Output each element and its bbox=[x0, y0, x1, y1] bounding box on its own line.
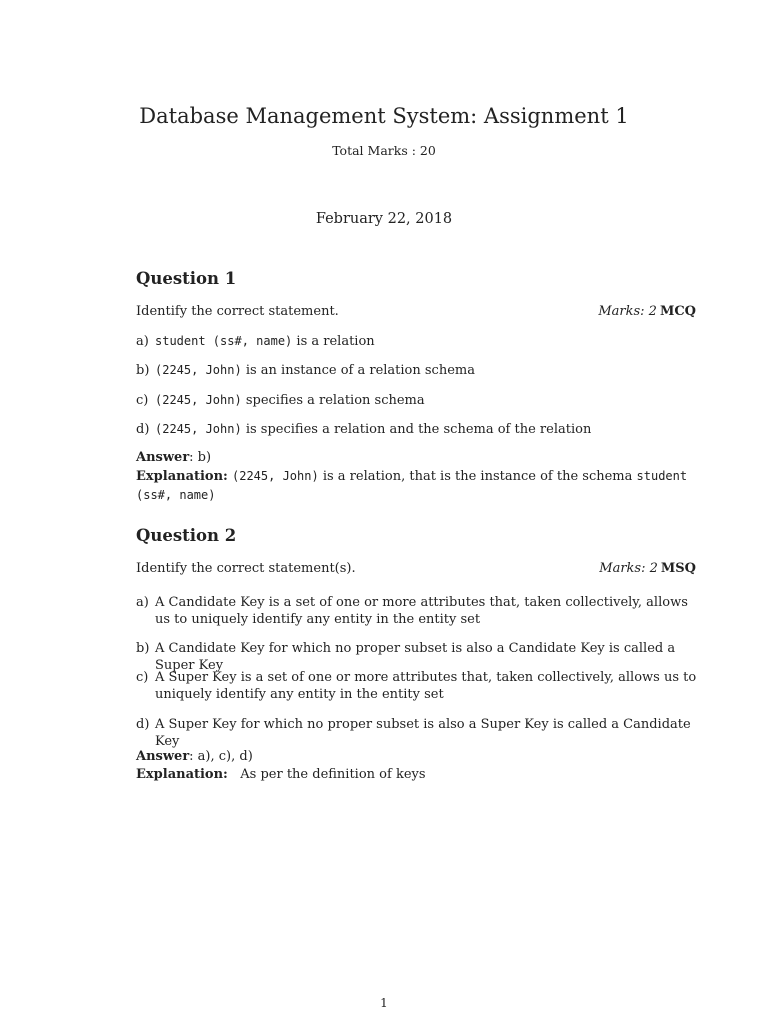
question-2-answer bbox=[136, 748, 698, 784]
question-2-option-a bbox=[136, 594, 698, 628]
option-text: is specifies a relation and the schema of the relation bbox=[241, 422, 592, 437]
question-1-explanation bbox=[136, 467, 698, 505]
document-title: Database Management System: Assignment 1 bbox=[139, 104, 629, 128]
option-code: (2245, John) bbox=[155, 422, 242, 436]
question-2-stem-text: Identify the correct statement(s). bbox=[136, 561, 356, 576]
explanation-label: Explanation: bbox=[136, 767, 228, 782]
question-1-option-c bbox=[136, 392, 698, 409]
question-1-heading: Question 1 bbox=[136, 269, 237, 288]
option-text: is an instance of a relation schema bbox=[241, 363, 475, 378]
question-2-option-d bbox=[136, 716, 698, 750]
total-marks: Total Marks : 20 bbox=[332, 143, 436, 158]
option-text: specifies a relation schema bbox=[241, 393, 425, 408]
answer-value: : a), c), d) bbox=[189, 749, 253, 764]
option-label: a) bbox=[136, 334, 149, 349]
option-text: A Candidate Key is a set of one or more attributes that, taken collectively, allows us to uniquely identify any entity in the entity set bbox=[155, 595, 688, 627]
option-code: student (ss#, name) bbox=[155, 334, 293, 348]
option-label: c) bbox=[136, 393, 149, 408]
question-2-option-c bbox=[136, 669, 698, 703]
option-label: a) bbox=[136, 595, 149, 610]
question-2-type: MSQ bbox=[660, 561, 696, 576]
option-text: A Super Key for which no proper subset is also a Super Key is called a Candidate Key bbox=[155, 717, 691, 749]
question-1-option-a bbox=[136, 333, 698, 350]
option-label: d) bbox=[136, 717, 150, 732]
answer-label: Answer bbox=[136, 749, 190, 764]
option-code: (2245, John) bbox=[155, 363, 242, 377]
answer-label: Answer bbox=[136, 450, 190, 465]
question-2-stem bbox=[136, 561, 696, 576]
question-2-marks bbox=[599, 561, 696, 576]
option-label: c) bbox=[136, 670, 149, 685]
explanation-code: (2245, John) bbox=[232, 469, 319, 483]
answer-value: : b) bbox=[189, 450, 212, 465]
option-label: b) bbox=[136, 641, 150, 656]
option-text: is a relation bbox=[292, 334, 375, 349]
question-1-option-d bbox=[136, 421, 698, 438]
explanation-code: student (ss#, name) bbox=[136, 469, 688, 502]
option-text: A Super Key is a set of one or more attributes that, taken collectively, allows us to uniquely identify any entity in the entity set bbox=[155, 670, 697, 702]
explanation-text: As per the definition of keys bbox=[240, 767, 426, 782]
question-1-answer bbox=[136, 449, 698, 505]
option-text: A Candidate Key for which no proper subset is also a Candidate Key is called a Super Key bbox=[155, 641, 676, 673]
question-1-type: MCQ bbox=[659, 304, 696, 319]
option-label: d) bbox=[136, 422, 150, 437]
question-2-marks-label: Marks: 2 bbox=[599, 561, 658, 576]
option-label: b) bbox=[136, 363, 150, 378]
page-number: 1 bbox=[380, 996, 388, 1010]
explanation-text: is a relation, that is the instance of the schema bbox=[318, 469, 637, 484]
question-1-stem-text: Identify the correct statement. bbox=[136, 304, 339, 319]
question-1-stem bbox=[136, 304, 696, 319]
document-date: February 22, 2018 bbox=[315, 211, 453, 227]
question-1-marks-label: Marks: 2 bbox=[598, 304, 657, 319]
question-1-option-b bbox=[136, 362, 698, 379]
question-2-heading: Question 2 bbox=[136, 526, 237, 545]
question-1-marks bbox=[598, 304, 696, 319]
question-2-explanation bbox=[136, 766, 698, 784]
explanation-label: Explanation: bbox=[136, 469, 228, 484]
option-code: (2245, John) bbox=[155, 393, 242, 407]
